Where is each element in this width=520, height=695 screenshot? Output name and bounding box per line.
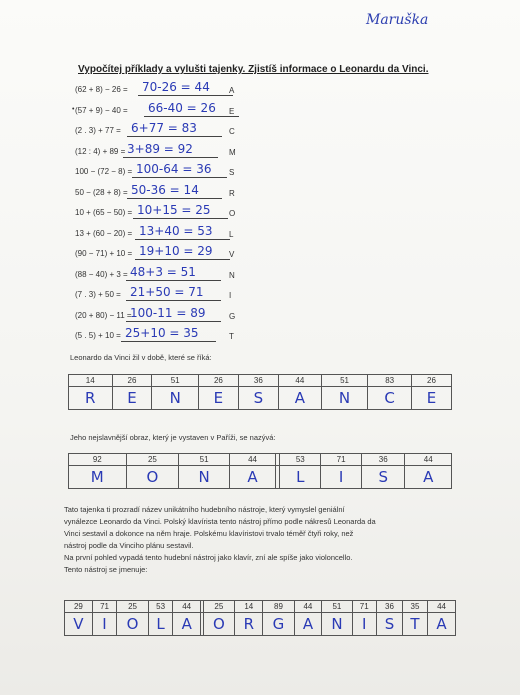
exercise-expression: 13 + (60 − 20) = <box>75 228 133 238</box>
code-letter: R <box>229 188 235 198</box>
exercise-row <box>75 121 245 137</box>
grid-letter-cell: O <box>203 613 235 636</box>
code-letter: C <box>229 127 235 136</box>
exercise-row <box>75 162 245 178</box>
handwritten-answer: 19+10 = 29 <box>139 244 213 258</box>
code-letter: T <box>229 332 234 341</box>
grid-letter-cell: A <box>294 613 322 636</box>
code-letter: V <box>229 250 235 259</box>
handwritten-answer: 66-40 = 26 <box>148 100 216 115</box>
grid-letter-cell: V <box>65 613 93 636</box>
exercise-expression: (12 : 4) + 89 = <box>75 146 126 156</box>
grid-letter-cell: M <box>69 466 127 489</box>
exercise-expression: (88 − 40) + 3 = <box>75 269 128 279</box>
puzzle2-grid <box>68 453 452 489</box>
grid-number-cell: 25 <box>203 601 235 613</box>
answer-line <box>126 321 221 322</box>
code-letter: E <box>229 106 235 116</box>
code-letter: M <box>229 147 236 157</box>
grid-letter-cell: R <box>69 387 113 410</box>
paragraph-line: Tento nástroj se jmenuje: <box>64 565 148 574</box>
pen-mark: • <box>72 106 75 113</box>
grid-number-cell: 36 <box>362 454 405 466</box>
grid-letter-cell: N <box>152 387 199 410</box>
grid-letter-cell: L <box>280 466 321 489</box>
grid-number-cell: 89 <box>263 601 294 613</box>
exercise-expression: (20 + 80) − 11 = <box>75 310 132 320</box>
grid-number-cell: 53 <box>280 454 321 466</box>
handwritten-answer: 25+10 = 35 <box>125 326 199 340</box>
grid-letter-cell: A <box>173 613 201 636</box>
grid-number-cell: 83 <box>368 375 412 387</box>
answer-line <box>132 177 227 178</box>
handwritten-answer: 6+77 = 83 <box>131 121 197 135</box>
grid-letter-cell: N <box>179 466 229 489</box>
handwritten-answer: 10+15 = 25 <box>137 203 211 217</box>
instrument-paragraph <box>64 504 464 576</box>
grid-number-cell: 71 <box>92 601 116 613</box>
grid-number-cell: 92 <box>69 454 127 466</box>
grid-number-cell: 44 <box>294 601 322 613</box>
answer-line <box>135 259 230 260</box>
paragraph-line: Tato tajenka ti prozradí název unikátního hudebního nástroje, který vymyslel geniální <box>64 505 345 514</box>
handwritten-answer: 50-36 = 14 <box>131 182 199 197</box>
exercise-expression: 50 − (28 + 8) = <box>75 187 128 197</box>
code-letter: A <box>229 86 235 95</box>
grid-number-cell: 51 <box>179 454 229 466</box>
handwritten-answer: 48+3 = 51 <box>130 264 196 279</box>
grid-number-cell: 44 <box>405 454 452 466</box>
grid-letter-cell: S <box>362 466 405 489</box>
code-letter: N <box>229 270 235 280</box>
exercise-row <box>75 326 245 342</box>
grid-letter-cell: A <box>428 613 456 636</box>
puzzle3-grid <box>64 600 456 636</box>
puzzle2-question: Jeho nejslavnější obraz, který je vystaven v Paříži, se nazývá: <box>70 433 276 442</box>
exercise-row <box>75 306 245 322</box>
grid-letter-cell: I <box>92 613 116 636</box>
worksheet-title: Vypočítej příklady a vylušti tajenky. Zjistíš informace o Leonardu da Vinci. <box>78 64 429 75</box>
exercise-expression: (90 − 71) + 10 = <box>75 249 133 258</box>
grid-number-cell: 26 <box>198 375 238 387</box>
exercise-expression: 100 − (72 − 8) = <box>75 167 133 176</box>
grid-letter-cell: T <box>402 613 427 636</box>
exercise-expression: (2 . 3) + 77 = <box>75 126 121 135</box>
grid-letter-cell: I <box>352 613 376 636</box>
grid-number-cell: 29 <box>65 601 93 613</box>
handwritten-answer: 100-11 = 89 <box>130 305 206 320</box>
grid-number-cell: 26 <box>112 375 152 387</box>
handwritten-answer: 3+89 = 92 <box>127 141 193 156</box>
grid-number-cell: 53 <box>148 601 172 613</box>
grid-number-cell: 71 <box>321 454 362 466</box>
answer-line <box>123 157 218 158</box>
paragraph-line: Na první pohled vypadá tento hudební nástroj jako klavír, zní ale spíše jako violoncello. <box>64 553 353 562</box>
handwritten-answer: 21+50 = 71 <box>130 285 204 299</box>
grid-number-cell: 44 <box>173 601 201 613</box>
answer-line <box>127 136 222 137</box>
grid-number-cell: 14 <box>235 601 263 613</box>
grid-letter-cell: L <box>148 613 172 636</box>
grid-letter-cell: E <box>112 387 152 410</box>
grid-number-cell: 25 <box>126 454 179 466</box>
grid-letter-cell: S <box>238 387 278 410</box>
exercise-row <box>75 142 245 158</box>
exercise-row <box>75 244 245 260</box>
puzzle1-grid <box>68 374 452 410</box>
grid-letter-cell: S <box>376 613 402 636</box>
student-name: Maruška <box>366 12 429 28</box>
paragraph-line: nástroj podle da Vinciho plánu sestavil. <box>64 541 194 550</box>
grid-number-cell: 44 <box>229 454 275 466</box>
grid-number-cell: 44 <box>428 601 456 613</box>
grid-number-cell: 51 <box>321 375 368 387</box>
code-letter: G <box>229 311 236 321</box>
grid-letter-cell: E <box>412 387 452 410</box>
answer-line <box>138 95 233 96</box>
code-letter: O <box>229 209 236 218</box>
grid-number-cell: 35 <box>402 601 427 613</box>
exercise-expression: 10 + (65 − 50) = <box>75 208 133 217</box>
handwritten-answer: 70-26 = 44 <box>142 80 210 94</box>
grid-letter-cell: C <box>368 387 412 410</box>
exercise-expression: (5 . 5) + 10 = <box>75 331 121 340</box>
grid-letter-cell: N <box>322 613 352 636</box>
code-letter: S <box>229 168 235 177</box>
grid-letter-cell: G <box>263 613 294 636</box>
exercise-expression: (7 . 3) + 50 = <box>75 290 121 299</box>
grid-letter-cell: O <box>117 613 149 636</box>
exercise-row <box>75 224 245 240</box>
grid-number-cell: 26 <box>412 375 452 387</box>
answer-line <box>144 116 239 117</box>
grid-letter-cell: A <box>229 466 275 489</box>
answer-line <box>121 341 216 342</box>
grid-letter-cell: A <box>405 466 452 489</box>
grid-number-cell: 14 <box>69 375 113 387</box>
exercise-expression: (62 + 8) − 26 = <box>75 85 128 94</box>
paragraph-line: vynálezce Leonardo da Vinci. Polský klavírista tento nástroj přímo podle nákresů Leonarda da <box>64 517 376 526</box>
answer-line <box>133 218 228 219</box>
handwritten-answer: 100-64 = 36 <box>136 162 212 176</box>
answer-line <box>135 239 230 240</box>
grid-letter-cell: O <box>126 466 179 489</box>
exercise-row <box>75 203 245 219</box>
grid-letter-cell: I <box>321 466 362 489</box>
grid-letter-cell: N <box>321 387 368 410</box>
exercise-row <box>75 265 245 281</box>
grid-number-cell: 36 <box>376 601 402 613</box>
grid-number-cell: 51 <box>322 601 352 613</box>
exercise-row <box>75 80 245 96</box>
exercise-expression: (57 + 9) − 40 = <box>75 105 128 115</box>
grid-number-cell: 25 <box>117 601 149 613</box>
grid-letter-cell: R <box>235 613 263 636</box>
exercise-row <box>75 101 245 117</box>
grid-letter-cell: A <box>278 387 321 410</box>
grid-number-cell: 36 <box>238 375 278 387</box>
grid-number-cell: 71 <box>352 601 376 613</box>
paragraph-line: Vinci sestavil a dokonce na něm hraje. Polskému klavíristovi trvalo téměř čtyři roky, než <box>64 529 354 538</box>
exercise-row <box>75 285 245 301</box>
grid-number-cell: 51 <box>152 375 199 387</box>
puzzle1-question: Leonardo da Vinci žil v době, které se říká: <box>70 353 212 362</box>
exercise-row <box>75 183 245 199</box>
answer-line <box>127 198 222 199</box>
grid-number-cell: 44 <box>278 375 321 387</box>
grid-letter-cell: E <box>198 387 238 410</box>
handwritten-answer: 13+40 = 53 <box>139 223 213 238</box>
code-letter: I <box>229 291 232 300</box>
answer-line <box>126 300 221 301</box>
code-letter: L <box>229 229 234 239</box>
answer-line <box>126 280 221 281</box>
